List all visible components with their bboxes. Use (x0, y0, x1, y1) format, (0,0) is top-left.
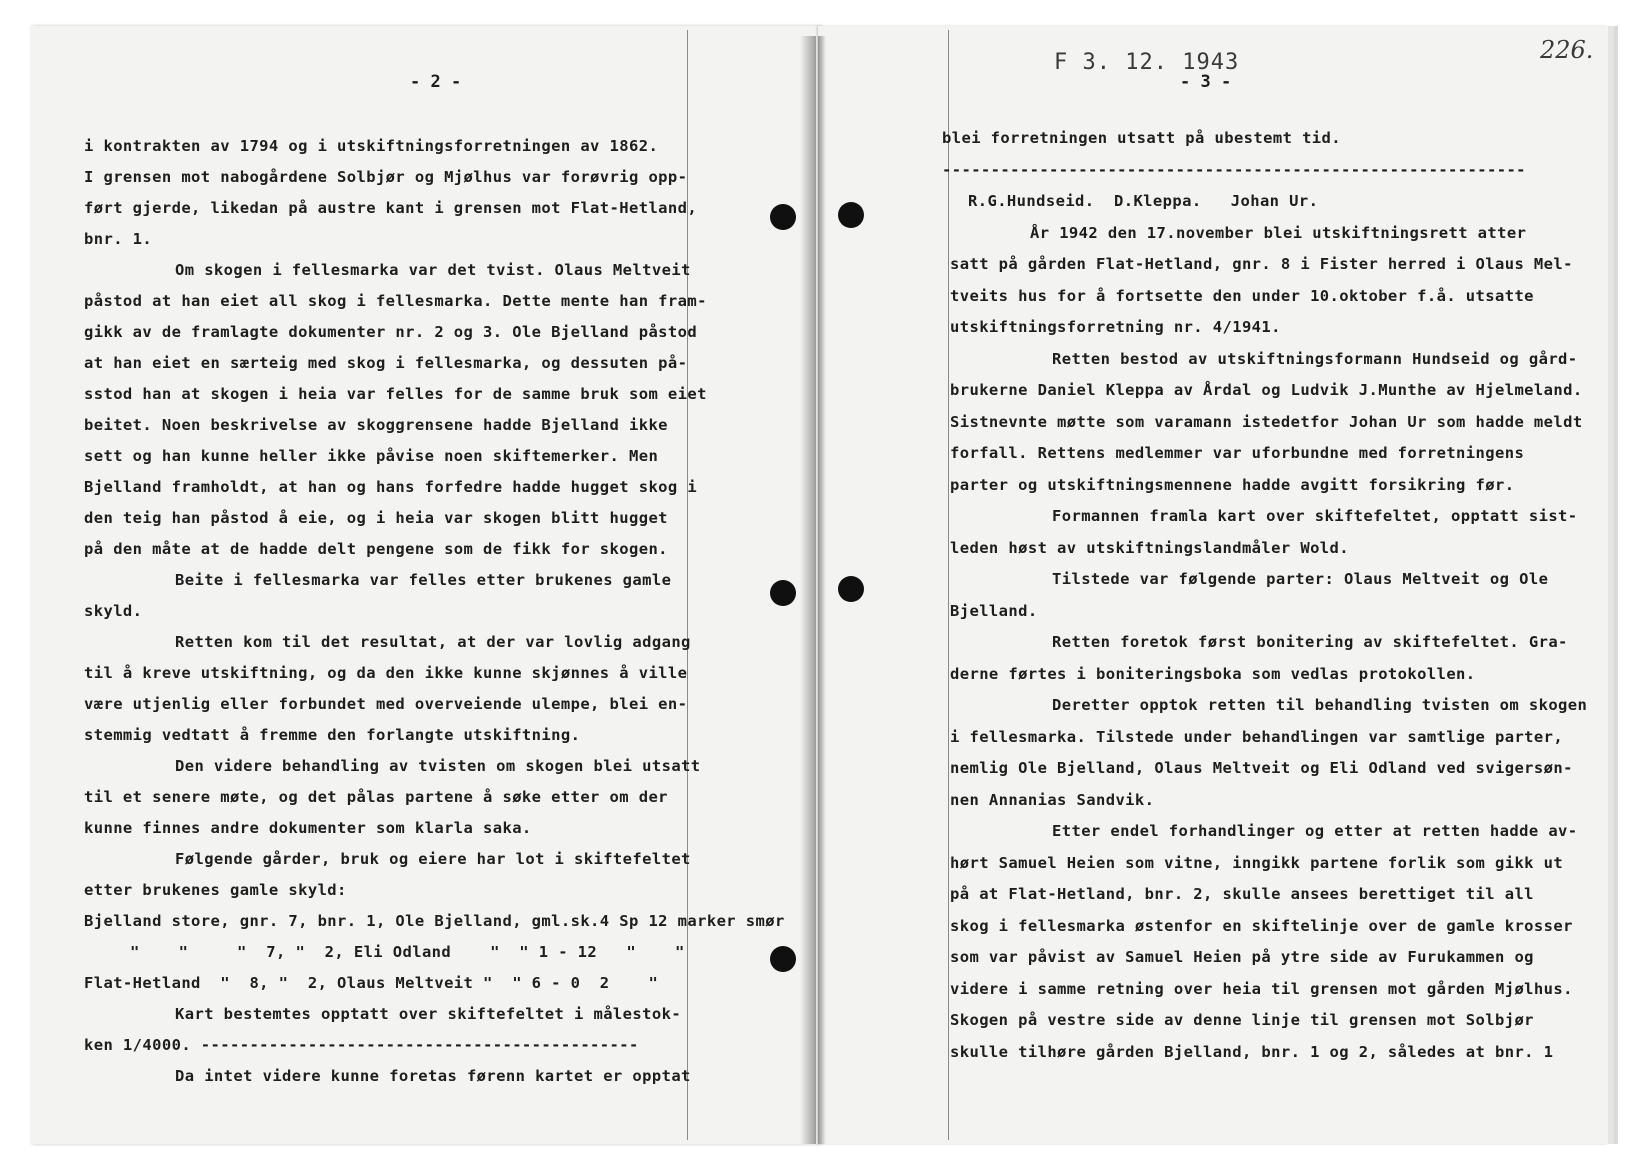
right_page-text-line: parter og utskiftningsmennene hadde avgitt forsikring før. (950, 475, 1515, 494)
left_page-text-line: til å kreve utskiftning, og da den ikke kunne skjønnes å ville (84, 664, 688, 682)
punch-hole (770, 204, 796, 230)
left_page-text-line: kunne finnes andre dokumenter som klarla saka. (84, 819, 532, 837)
right_page-text-line: Deretter opptok retten til behandling tvisten om skogen (1052, 696, 1588, 714)
left_page-text-line: etter brukenes gamle skyld: (84, 881, 347, 899)
right_page-text-line: leden høst av utskiftningslandmåler Wold. (950, 538, 1350, 557)
right_page-text-line: på at Flat-Hetland, bnr. 2, skulle ansees berettiget til all (950, 885, 1534, 903)
right_page-text-line: Formannen framla kart over skiftefeltet, opptatt sist- (1052, 507, 1578, 525)
left_page-text-line: Da intet videre kunne foretas førenn kartet er opptat (175, 1067, 691, 1085)
left_page-text-line: " " " 7, " 2, Eli Odland " " 1 - 12 " " (130, 943, 685, 961)
right_page-text-line: År 1942 den 17.november blei utskiftningsrett atter (1030, 223, 1527, 242)
right_page-text-line: satt på gården Flat-Hetland, gnr. 8 i Fister herred i Olaus Mel- (950, 255, 1573, 273)
left_page-text-line: stemmig vedtatt å fremme den forlangte utskiftning. (84, 726, 581, 744)
punch-hole (770, 580, 796, 606)
left_page-text-line: være utjenlig eller forbundet med overveiende ulempe, blei en- (84, 695, 688, 713)
punch-hole (838, 576, 864, 602)
left_page-text-line: at han eiet en særteig med skog i fellesmarka, og dessuten på- (84, 354, 688, 372)
left_page-text-line: påstod at han eiet all skog i fellesmarka. Dette mente han fram- (84, 292, 707, 310)
left_page-text-line: Kart bestemtes opptatt over skiftefeltet i målestok- (175, 1005, 682, 1023)
left_page-text-line: ført gjerde, likedan på austre kant i grensen mot Flat-Hetland, (84, 199, 698, 217)
left_page-text-line: på den måte at de hadde delt pengene som de fikk for skogen. (84, 540, 668, 558)
right_page-text-line: Sistnevnte møtte som varamann istedetfor Johan Ur som hadde meldt (950, 412, 1583, 431)
right_page-text-line: blei forretningen utsatt på ubestemt tid. (942, 129, 1342, 147)
right_page-text-line: videre i samme retning over heia til grensen mot gården Mjølhus. (950, 979, 1573, 998)
punch-hole (838, 202, 864, 228)
right_page-text-line: ------------------------------------------------------------ (942, 160, 1526, 179)
left_page-text-line: Bjelland framholdt, at han og hans forfedre hadde hugget skog i (84, 478, 698, 496)
left_page-text-line: sstod han at skogen i heia var felles for de samme bruk som eiet (84, 385, 707, 403)
right_page-text-line: tveits hus for å fortsette den under 10.oktober f.å. utsatte (950, 286, 1534, 305)
right_page-text-line: Retten foretok først bonitering av skiftefeltet. Gra- (1052, 633, 1568, 651)
page-edge (1614, 26, 1618, 1144)
left-page-margin-line (687, 30, 688, 1140)
left_page-text-line: skyld. (84, 602, 143, 620)
left_page-text-line: Flat-Hetland " 8, " 2, Olaus Meltveit " " 6 - 0 2 " (84, 974, 659, 992)
binding-gutter-shadow (818, 36, 826, 1144)
left_page-text-line: Beite i fellesmarka var felles etter brukenes gamle (175, 571, 672, 589)
left-page-number: - 2 - (410, 72, 462, 92)
folio-number: 226. (1540, 36, 1594, 64)
right_page-text-line: Bjelland. (950, 601, 1038, 620)
right_page-text-line: utskiftningsforretning nr. 4/1941. (950, 318, 1281, 336)
left_page-text-line: Bjelland store, gnr. 7, bnr. 1, Ole Bjelland, gml.sk.4 Sp 12 marker smør (84, 912, 785, 930)
left_page-text-line: ken 1/4000. --------------------------------------------- (84, 1036, 639, 1054)
date-stamp: F 3. 12. 1943 (1054, 50, 1240, 75)
right-page-number: - 3 - (1180, 72, 1232, 92)
left_page-text-line: sett og han kunne heller ikke påvise noen skiftemerker. Men (84, 447, 659, 465)
right_page-text-line: i fellesmarka. Tilstede under behandlingen var samtlige parter, (950, 727, 1564, 746)
punch-hole (770, 946, 796, 972)
left_page-text-line: bnr. 1. (84, 230, 153, 248)
right_page-text-line: derne førtes i boniteringsboka som vedlas protokollen. (950, 664, 1476, 683)
binding-gutter-shadow (800, 36, 816, 1144)
left_page-text-line: Retten kom til det resultat, at der var lovlig adgang (175, 633, 691, 651)
right_page-text-line: forfall. Rettens medlemmer var uforbundne med forretningens (950, 444, 1525, 462)
right_page-text-line: skulle tilhøre gården Bjelland, bnr. 1 og 2, således at bnr. 1 (950, 1042, 1554, 1061)
right_page-text-line: R.G.Hundseid. D.Kleppa. Johan Ur. (968, 192, 1319, 210)
left_page-text-line: I grensen mot nabogårdene Solbjør og Mjølhus var forøvrig opp- (84, 168, 688, 186)
right_page-text-line: Etter endel forhandlinger og etter at retten hadde av- (1052, 822, 1578, 840)
left_page-text-line: Om skogen i fellesmarka var det tvist. Olaus Meltveit (175, 261, 691, 279)
right_page-text-line: nen Annanias Sandvik. (950, 790, 1155, 809)
right_page-text-line: brukerne Daniel Kleppa av Årdal og Ludvik J.Munthe av Hjelmeland. (950, 381, 1583, 399)
left_page-text-line: gikk av de framlagte dokumenter nr. 2 og 3. Ole Bjelland påstod (84, 323, 698, 341)
right_page-text-line: hørt Samuel Heien som vitne, inngikk partene forlik som gikk ut (950, 853, 1564, 872)
left_page-text-line: i kontrakten av 1794 og i utskiftningsforretningen av 1862. (84, 137, 659, 155)
left_page-text-line: den teig han påstod å eie, og i heia var skogen blitt hugget (84, 509, 668, 527)
left_page-text-line: Den videre behandling av tvisten om skogen blei utsatt (175, 757, 701, 775)
left_page-text-line: Følgende gårder, bruk og eiere har lot i skiftefeltet (175, 850, 691, 868)
right_page-text-line: nemlig Ole Bjelland, Olaus Meltveit og Eli Odland ved svigersøn- (950, 759, 1573, 777)
right_page-text-line: skog i fellesmarka østenfor en skiftelinje over de gamle krosser (950, 916, 1573, 935)
left_page-text-line: beitet. Noen beskrivelse av skoggrensene hadde Bjelland ikke (84, 416, 668, 434)
right_page-text-line: Tilstede var følgende parter: Olaus Meltveit og Ole (1052, 570, 1549, 588)
left_page-text-line: til et senere møte, og det pålas partene å søke etter om der (84, 788, 668, 806)
right_page-text-line: Skogen på vestre side av denne linje til grensen mot Solbjør (950, 1011, 1534, 1029)
right_page-text-line: som var påvist av Samuel Heien på ytre side av Furukammen og (950, 948, 1534, 966)
right_page-text-line: Retten bestod av utskiftningsformann Hundseid og gård- (1052, 349, 1578, 368)
right-page-margin-line (948, 30, 949, 1140)
